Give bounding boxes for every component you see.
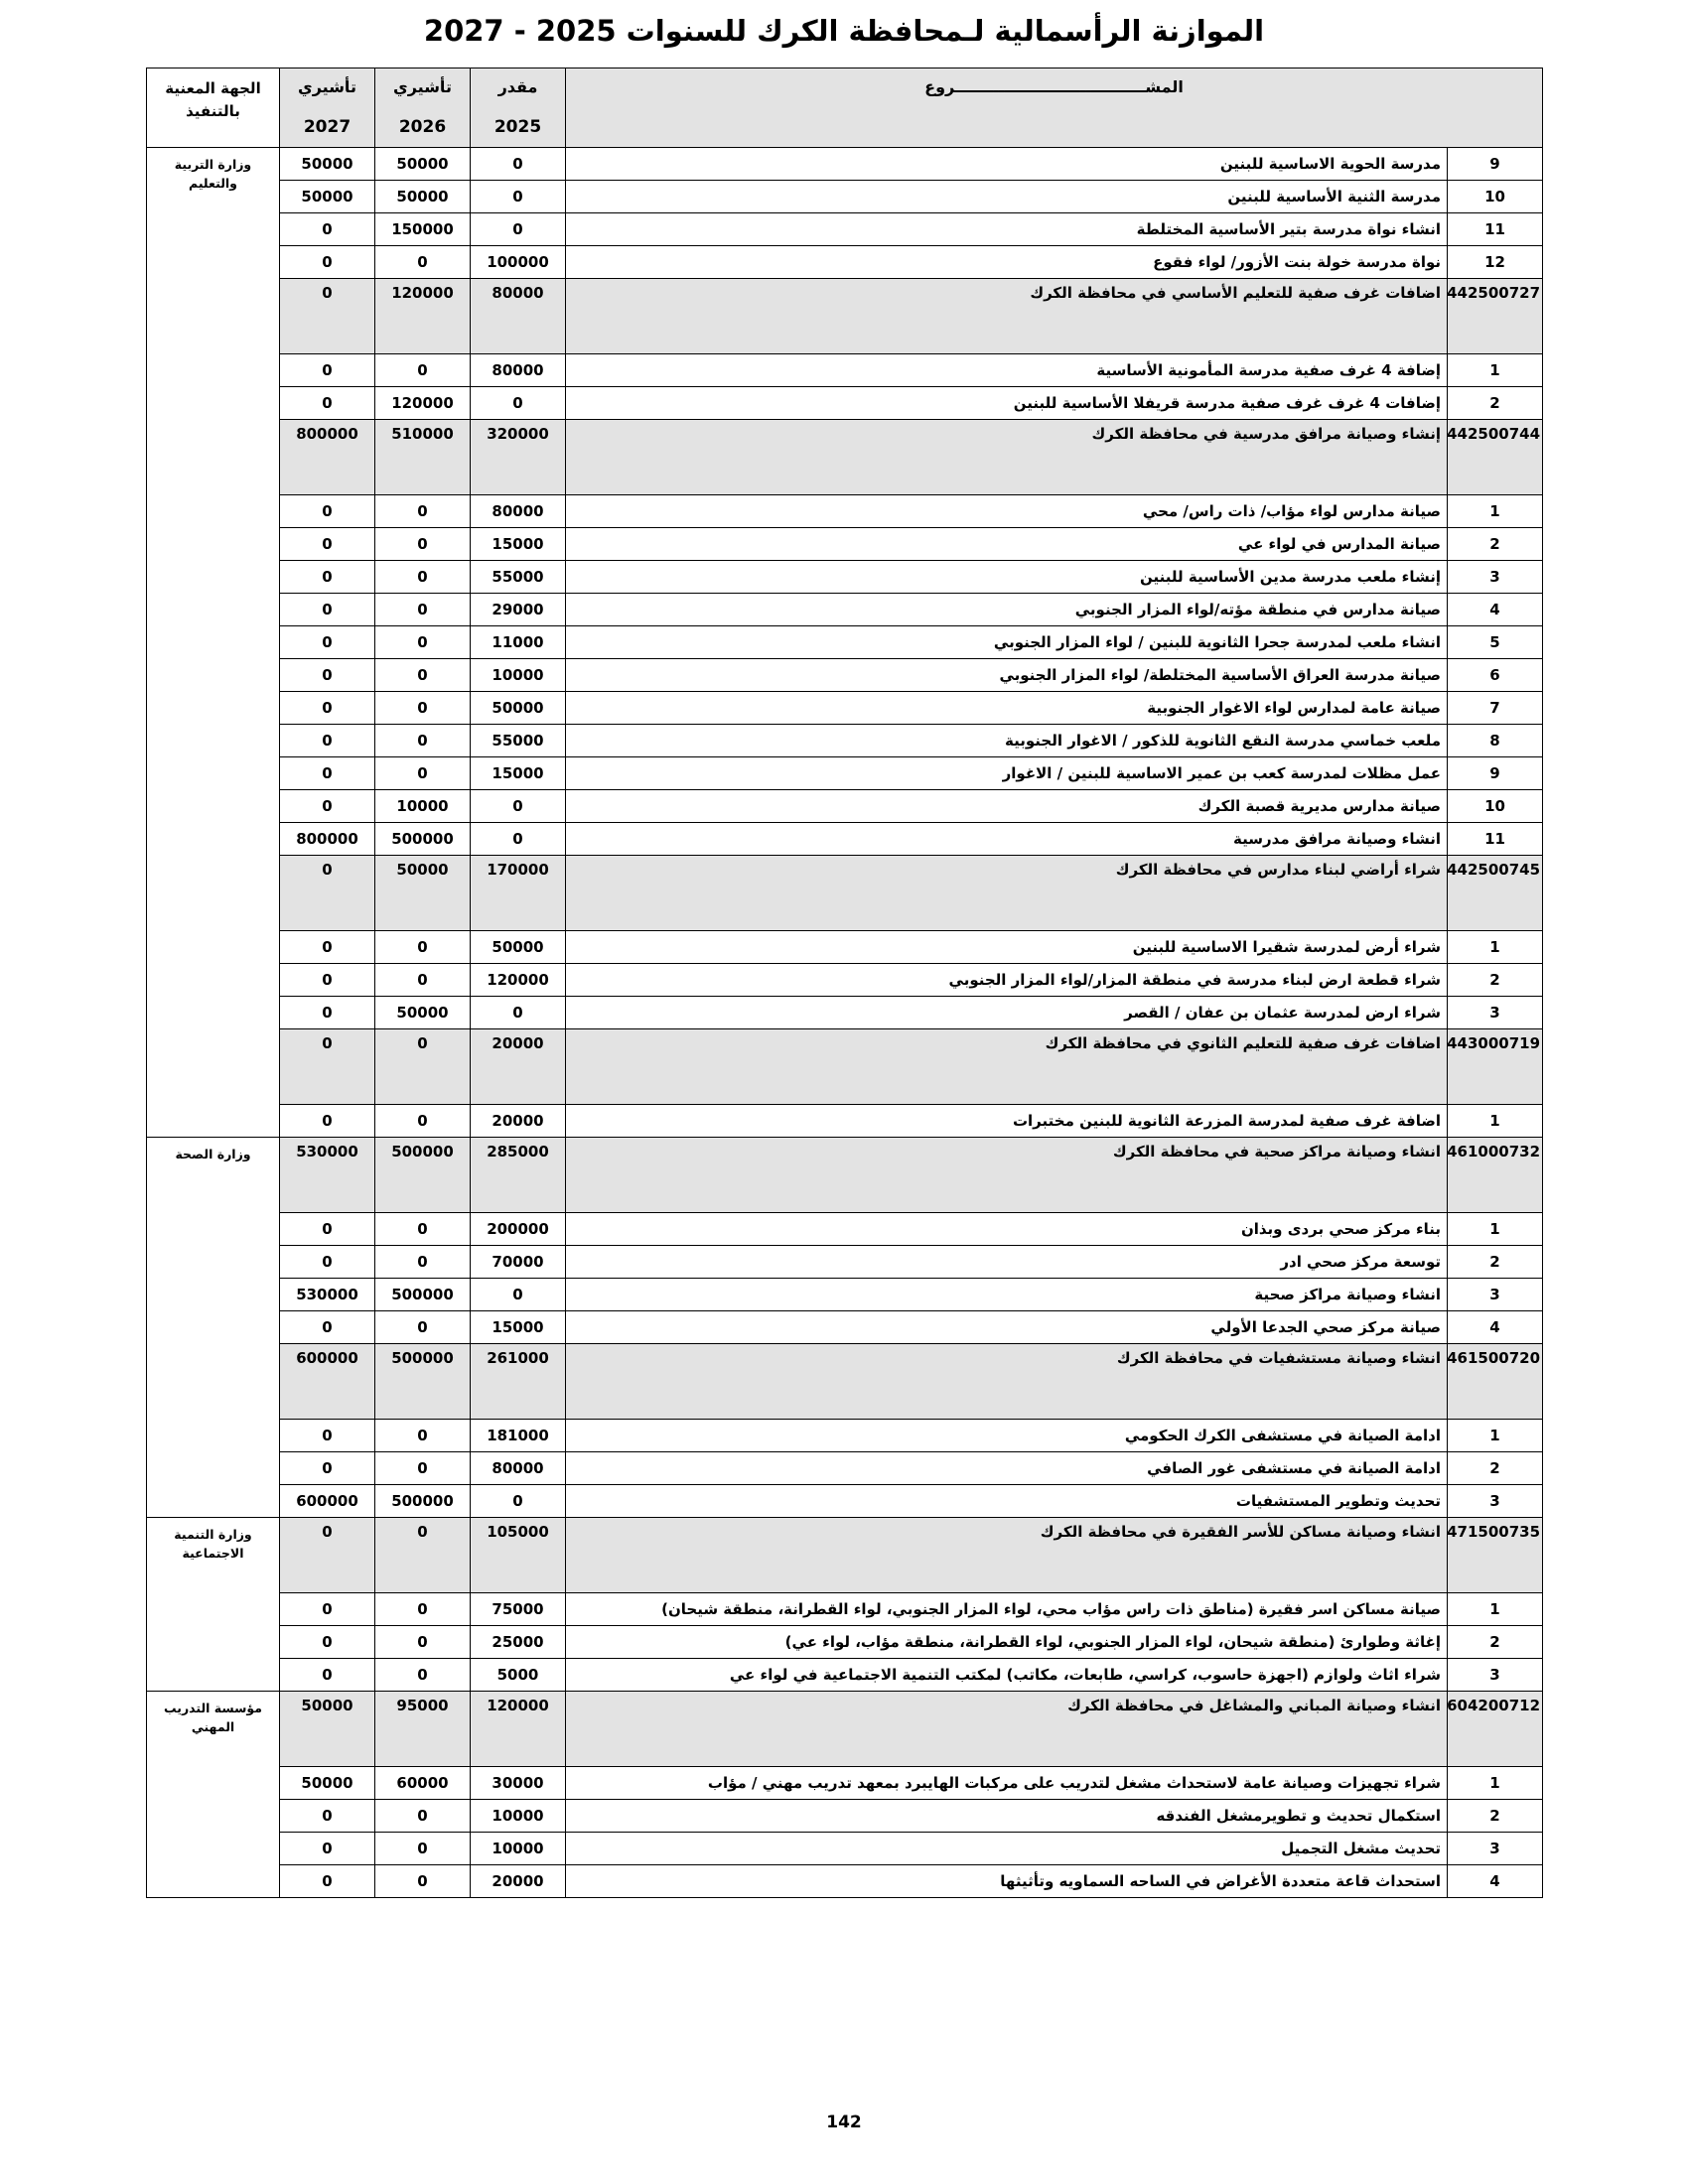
table-row — [147, 148, 1543, 181]
project-name-cell: عمل مظلات لمدرسة كعب بن عمير الاساسية للبنين / الاغوار — [566, 757, 1448, 790]
value-2025-cell: 50000 — [471, 692, 566, 725]
page-number: 142 — [826, 2113, 862, 2132]
value-2027-cell: 0 — [280, 931, 375, 964]
value-2027-cell: 800000 — [280, 420, 375, 495]
project-number-cell: 10 — [1448, 790, 1543, 823]
value-2025-cell: 20000 — [471, 1029, 566, 1105]
table-row — [147, 181, 1543, 213]
project-number-cell: 1 — [1448, 931, 1543, 964]
project-number-cell: 3 — [1448, 997, 1543, 1029]
value-2026-cell: 0 — [375, 1833, 471, 1865]
budget-table — [146, 68, 1543, 1898]
project-name-cell: تحديث مشغل التجميل — [566, 1833, 1448, 1865]
table-row — [147, 757, 1543, 790]
project-name-cell: اضافة غرف صفية لمدرسة المزرعة الثانوية للبنين مختبرات — [566, 1105, 1448, 1138]
value-2025-cell: 20000 — [471, 1865, 566, 1898]
value-2025-cell: 0 — [471, 148, 566, 181]
project-number-cell: 9 — [1448, 757, 1543, 790]
project-number-cell: 3 — [1448, 561, 1543, 594]
value-2025-cell: 105000 — [471, 1518, 566, 1593]
value-2027-cell: 0 — [280, 279, 375, 354]
value-2027-cell: 50000 — [280, 1767, 375, 1800]
value-2026-cell: 0 — [375, 528, 471, 561]
project-number-cell: 1 — [1448, 1593, 1543, 1626]
project-name-cell: بناء مركز صحي بردى وبذان — [566, 1213, 1448, 1246]
group-row — [147, 1344, 1543, 1420]
value-2025-cell: 25000 — [471, 1626, 566, 1659]
project-name-cell: انشاء نواة مدرسة بتير الأساسية المختلطة — [566, 213, 1448, 246]
value-2026-cell: 0 — [375, 354, 471, 387]
value-2026-cell: 0 — [375, 1518, 471, 1593]
value-2027-cell: 0 — [280, 757, 375, 790]
header-estimated-2025 — [471, 68, 566, 148]
project-name-cell: صيانة مركز صحي الجدعا الأولي — [566, 1311, 1448, 1344]
header-entity-line1: الجهة المعنية — [165, 79, 261, 97]
project-number-cell: 8 — [1448, 725, 1543, 757]
value-2026-cell: 120000 — [375, 387, 471, 420]
project-name-cell: مدرسة الثنية الأساسية للبنين — [566, 181, 1448, 213]
value-2027-cell: 0 — [280, 1800, 375, 1833]
value-2026-cell: 0 — [375, 495, 471, 528]
project-number-cell: 461500720 — [1448, 1344, 1543, 1420]
project-number-cell: 11 — [1448, 823, 1543, 856]
project-number-cell: 2 — [1448, 1452, 1543, 1485]
project-name-cell: اضافات غرف صفية للتعليم الثانوي في محافظة الكرك — [566, 1029, 1448, 1105]
value-2027-cell: 0 — [280, 1833, 375, 1865]
project-name-cell: استكمال تحديث و تطويرمشغل الفندقه — [566, 1800, 1448, 1833]
value-2025-cell: 55000 — [471, 725, 566, 757]
value-2025-cell: 15000 — [471, 1311, 566, 1344]
project-name-cell: انشاء وصيانة مراكز صحية في محافظة الكرك — [566, 1138, 1448, 1213]
value-2027-cell: 0 — [280, 1213, 375, 1246]
value-2027-cell: 600000 — [280, 1485, 375, 1518]
project-number-cell: 471500735 — [1448, 1518, 1543, 1593]
project-name-cell: استحداث قاعة متعددة الأغراض في الساحه السماويه وتأثيثها — [566, 1865, 1448, 1898]
table-row — [147, 1452, 1543, 1485]
value-2026-cell: 0 — [375, 692, 471, 725]
value-2027-cell: 0 — [280, 1311, 375, 1344]
table-row — [147, 1833, 1543, 1865]
group-row — [147, 1029, 1543, 1105]
value-2027-cell: 0 — [280, 1452, 375, 1485]
value-2026-cell: 0 — [375, 757, 471, 790]
value-2025-cell: 10000 — [471, 659, 566, 692]
table-row — [147, 997, 1543, 1029]
value-2025-cell: 0 — [471, 823, 566, 856]
project-name-cell: إضافة 4 غرف صفية مدرسة المأمونية الأساسية — [566, 354, 1448, 387]
value-2026-cell: 0 — [375, 1246, 471, 1279]
value-2025-cell: 0 — [471, 997, 566, 1029]
project-name-cell: انشاء وصيانة مرافق مدرسية — [566, 823, 1448, 856]
value-2025-cell: 20000 — [471, 1105, 566, 1138]
project-number-cell: 5 — [1448, 626, 1543, 659]
project-number-cell: 9 — [1448, 148, 1543, 181]
project-name-cell: انشاء وصيانة مستشفيات في محافظة الكرك — [566, 1344, 1448, 1420]
project-number-cell: 10 — [1448, 181, 1543, 213]
project-name-cell: شراء تجهيزات وصيانة عامة لاستحداث مشغل لتدريب على مركبات الهايبرد بمعهد تدريب مهني / مؤاب — [566, 1767, 1448, 1800]
project-number-cell: 4 — [1448, 1865, 1543, 1898]
project-name-cell: شراء اثاث ولوازم (اجهزة حاسوب، كراسي، طابعات، مكاتب) لمكتب التنمية الاجتماعية في لواء عي — [566, 1659, 1448, 1692]
project-number-cell: 3 — [1448, 1485, 1543, 1518]
value-2026-cell: 10000 — [375, 790, 471, 823]
value-2027-cell: 0 — [280, 626, 375, 659]
header-entity — [147, 68, 280, 148]
table-row — [147, 1246, 1543, 1279]
value-2025-cell: 285000 — [471, 1138, 566, 1213]
value-2027-cell: 0 — [280, 594, 375, 626]
value-2026-cell: 150000 — [375, 213, 471, 246]
project-name-cell: صيانة مدارس في منطقة مؤته/لواء المزار الجنوبي — [566, 594, 1448, 626]
table-row — [147, 1279, 1543, 1311]
group-row — [147, 1692, 1543, 1767]
value-2027-cell: 0 — [280, 790, 375, 823]
value-2025-cell: 200000 — [471, 1213, 566, 1246]
table-row — [147, 495, 1543, 528]
value-2026-cell: 0 — [375, 1800, 471, 1833]
project-name-cell: ملعب خماسي مدرسة النقع الثانوية للذكور / الاغوار الجنوبية — [566, 725, 1448, 757]
value-2025-cell: 80000 — [471, 354, 566, 387]
table-row — [147, 626, 1543, 659]
value-2027-cell: 0 — [280, 1518, 375, 1593]
project-number-cell: 2 — [1448, 1800, 1543, 1833]
project-number-cell: 6 — [1448, 659, 1543, 692]
project-name-cell: انشاء وصيانة المباني والمشاغل في محافظة الكرك — [566, 1692, 1448, 1767]
value-2026-cell: 50000 — [375, 148, 471, 181]
value-2026-cell: 0 — [375, 659, 471, 692]
project-number-cell: 1 — [1448, 1105, 1543, 1138]
value-2026-cell: 0 — [375, 246, 471, 279]
value-2027-cell: 0 — [280, 246, 375, 279]
value-2026-cell: 0 — [375, 1626, 471, 1659]
value-2026-cell: 0 — [375, 1311, 471, 1344]
project-number-cell: 3 — [1448, 1659, 1543, 1692]
value-2025-cell: 10000 — [471, 1833, 566, 1865]
value-2025-cell: 0 — [471, 1485, 566, 1518]
project-number-cell: 11 — [1448, 213, 1543, 246]
value-2027-cell: 0 — [280, 1029, 375, 1105]
header-indicative-2026 — [375, 68, 471, 148]
value-2026-cell: 500000 — [375, 1344, 471, 1420]
value-2027-cell: 530000 — [280, 1279, 375, 1311]
value-2027-cell: 600000 — [280, 1344, 375, 1420]
header-2027-label: تأشيري — [298, 77, 356, 96]
value-2027-cell: 50000 — [280, 181, 375, 213]
entity-cell: وزارة التربية والتعليم — [147, 148, 280, 1138]
value-2027-cell: 0 — [280, 856, 375, 931]
table-row — [147, 594, 1543, 626]
value-2025-cell: 181000 — [471, 1420, 566, 1452]
header-project-label: المشـــــــــــــــــــــــــــــــــــروع — [924, 77, 1184, 96]
value-2027-cell: 0 — [280, 692, 375, 725]
project-number-cell: 2 — [1448, 1246, 1543, 1279]
value-2027-cell: 800000 — [280, 823, 375, 856]
project-number-cell: 3 — [1448, 1279, 1543, 1311]
value-2026-cell: 0 — [375, 594, 471, 626]
table-row — [147, 1626, 1543, 1659]
value-2025-cell: 29000 — [471, 594, 566, 626]
project-name-cell: صيانة مدارس مديرية قصبة الكرك — [566, 790, 1448, 823]
table-row — [147, 1311, 1543, 1344]
project-name-cell: إغاثة وطوارئ (منطقة شيحان، لواء المزار الجنوبي، لواء القطرانة، منطقة مؤاب، لواء عي) — [566, 1626, 1448, 1659]
value-2025-cell: 0 — [471, 1279, 566, 1311]
value-2027-cell: 50000 — [280, 148, 375, 181]
table-row — [147, 1105, 1543, 1138]
project-name-cell: انشاء وصيانة مساكن للأسر الفقيرة في محافظة الكرك — [566, 1518, 1448, 1593]
project-name-cell: اضافات غرف صفية للتعليم الأساسي في محافظة الكرك — [566, 279, 1448, 354]
project-number-cell: 4 — [1448, 1311, 1543, 1344]
project-number-cell: 442500744 — [1448, 420, 1543, 495]
value-2026-cell: 0 — [375, 1420, 471, 1452]
project-number-cell: 1 — [1448, 495, 1543, 528]
project-name-cell: صيانة عامة لمدارس لواء الاغوار الجنوبية — [566, 692, 1448, 725]
table-row — [147, 528, 1543, 561]
project-number-cell: 442500727 — [1448, 279, 1543, 354]
header-2025-label: مقدر — [497, 77, 538, 96]
value-2025-cell: 80000 — [471, 495, 566, 528]
value-2026-cell: 120000 — [375, 279, 471, 354]
value-2027-cell: 0 — [280, 1105, 375, 1138]
value-2025-cell: 320000 — [471, 420, 566, 495]
value-2025-cell: 0 — [471, 181, 566, 213]
value-2026-cell: 0 — [375, 964, 471, 997]
value-2025-cell: 75000 — [471, 1593, 566, 1626]
value-2027-cell: 0 — [280, 997, 375, 1029]
table-header-row — [147, 68, 1543, 148]
project-name-cell: مدرسة الحوية الاساسية للبنين — [566, 148, 1448, 181]
value-2027-cell: 50000 — [280, 1692, 375, 1767]
value-2026-cell: 0 — [375, 1452, 471, 1485]
project-number-cell: 1 — [1448, 354, 1543, 387]
table-row — [147, 1659, 1543, 1692]
project-name-cell: نواة مدرسة خولة بنت الأزور/ لواء فقوع — [566, 246, 1448, 279]
header-2025-year: 2025 — [493, 117, 542, 137]
project-number-cell: 604200712 — [1448, 1692, 1543, 1767]
value-2025-cell: 15000 — [471, 757, 566, 790]
table-row — [147, 931, 1543, 964]
value-2027-cell: 0 — [280, 354, 375, 387]
value-2026-cell: 510000 — [375, 420, 471, 495]
table-row — [147, 964, 1543, 997]
value-2027-cell: 0 — [280, 213, 375, 246]
project-name-cell: صيانة مدارس لواء مؤاب/ ذات راس/ محي — [566, 495, 1448, 528]
project-name-cell: ادامة الصيانة في مستشفى الكرك الحكومي — [566, 1420, 1448, 1452]
project-name-cell: إضافات 4 غرف غرف صفية مدرسة قريفلا الأساسية للبنين — [566, 387, 1448, 420]
value-2027-cell: 0 — [280, 1865, 375, 1898]
project-number-cell: 4 — [1448, 594, 1543, 626]
project-number-cell: 443000719 — [1448, 1029, 1543, 1105]
project-name-cell: إنشاء ملعب مدرسة مدين الأساسية للبنين — [566, 561, 1448, 594]
table-row — [147, 387, 1543, 420]
value-2026-cell: 50000 — [375, 997, 471, 1029]
project-name-cell: صيانة المدارس في لواء عي — [566, 528, 1448, 561]
header-project — [566, 68, 1543, 148]
value-2027-cell: 0 — [280, 387, 375, 420]
header-2026-year: 2026 — [398, 117, 447, 137]
project-name-cell: انشاء وصيانة مراكز صحية — [566, 1279, 1448, 1311]
value-2026-cell: 50000 — [375, 856, 471, 931]
table-row — [147, 1420, 1543, 1452]
value-2027-cell: 0 — [280, 1593, 375, 1626]
value-2026-cell: 500000 — [375, 1138, 471, 1213]
value-2026-cell: 0 — [375, 931, 471, 964]
table-row — [147, 1800, 1543, 1833]
value-2027-cell: 0 — [280, 561, 375, 594]
value-2025-cell: 55000 — [471, 561, 566, 594]
value-2027-cell: 530000 — [280, 1138, 375, 1213]
value-2027-cell: 0 — [280, 725, 375, 757]
project-name-cell: شراء قطعة ارض لبناء مدرسة في منطقة المزار/لواء المزار الجنوبي — [566, 964, 1448, 997]
value-2025-cell: 15000 — [471, 528, 566, 561]
value-2026-cell: 0 — [375, 725, 471, 757]
group-row — [147, 856, 1543, 931]
value-2027-cell: 0 — [280, 659, 375, 692]
value-2025-cell: 80000 — [471, 1452, 566, 1485]
value-2027-cell: 0 — [280, 964, 375, 997]
value-2026-cell: 95000 — [375, 1692, 471, 1767]
table-row — [147, 790, 1543, 823]
value-2025-cell: 100000 — [471, 246, 566, 279]
document-title: الموازنة الرأسمالية لـمحافظة الكرك للسنوات 2025 - 2027 — [423, 14, 1265, 48]
value-2027-cell: 0 — [280, 528, 375, 561]
value-2025-cell: 0 — [471, 213, 566, 246]
project-number-cell: 461000732 — [1448, 1138, 1543, 1213]
value-2026-cell: 0 — [375, 1029, 471, 1105]
entity-cell: وزارة التنمية الاجتماعية — [147, 1518, 280, 1692]
entity-cell: مؤسسة التدريب المهني — [147, 1692, 280, 1898]
table-row — [147, 725, 1543, 757]
value-2025-cell: 5000 — [471, 1659, 566, 1692]
value-2027-cell: 0 — [280, 495, 375, 528]
value-2025-cell: 261000 — [471, 1344, 566, 1420]
project-name-cell: تحديث وتطوير المستشفيات — [566, 1485, 1448, 1518]
project-name-cell: صيانة مساكن اسر فقيرة (مناطق ذات راس مؤاب محي، لواء المزار الجنوبي، لواء القطرانة، منطقة شيحان) — [566, 1593, 1448, 1626]
table-row — [147, 659, 1543, 692]
project-number-cell: 2 — [1448, 528, 1543, 561]
project-name-cell: توسعة مركز صحي ادر — [566, 1246, 1448, 1279]
project-name-cell: ادامة الصيانة في مستشفى غور الصافي — [566, 1452, 1448, 1485]
group-row — [147, 279, 1543, 354]
table-row — [147, 823, 1543, 856]
value-2025-cell: 11000 — [471, 626, 566, 659]
value-2026-cell: 0 — [375, 561, 471, 594]
project-number-cell: 2 — [1448, 387, 1543, 420]
value-2026-cell: 500000 — [375, 1279, 471, 1311]
entity-cell: وزارة الصحة — [147, 1138, 280, 1518]
header-2026-label: تأشيري — [393, 77, 452, 96]
table-row — [147, 1767, 1543, 1800]
value-2026-cell: 0 — [375, 1213, 471, 1246]
value-2027-cell: 0 — [280, 1420, 375, 1452]
value-2025-cell: 0 — [471, 387, 566, 420]
value-2027-cell: 0 — [280, 1659, 375, 1692]
header-2027-year: 2027 — [303, 117, 352, 137]
value-2027-cell: 0 — [280, 1626, 375, 1659]
value-2027-cell: 0 — [280, 1246, 375, 1279]
project-number-cell: 1 — [1448, 1420, 1543, 1452]
table-row — [147, 246, 1543, 279]
project-number-cell: 442500745 — [1448, 856, 1543, 931]
project-number-cell: 7 — [1448, 692, 1543, 725]
value-2026-cell: 0 — [375, 1865, 471, 1898]
project-name-cell: شراء ارض لمدرسة عثمان بن عفان / القصر — [566, 997, 1448, 1029]
value-2026-cell: 0 — [375, 626, 471, 659]
project-name-cell: إنشاء وصيانة مرافق مدرسية في محافظة الكرك — [566, 420, 1448, 495]
value-2025-cell: 80000 — [471, 279, 566, 354]
project-number-cell: 3 — [1448, 1833, 1543, 1865]
table-row — [147, 354, 1543, 387]
project-name-cell: شراء أرض لمدرسة شقيرا الاساسية للبنين — [566, 931, 1448, 964]
value-2026-cell: 500000 — [375, 823, 471, 856]
table-row — [147, 561, 1543, 594]
group-row — [147, 1138, 1543, 1213]
value-2025-cell: 170000 — [471, 856, 566, 931]
value-2026-cell: 0 — [375, 1593, 471, 1626]
budget-table-wrapper — [146, 68, 1542, 1898]
table-row — [147, 1865, 1543, 1898]
value-2025-cell: 120000 — [471, 1692, 566, 1767]
project-number-cell: 1 — [1448, 1767, 1543, 1800]
header-indicative-2027 — [280, 68, 375, 148]
project-number-cell: 1 — [1448, 1213, 1543, 1246]
header-entity-line2: بالتنفيذ — [186, 101, 240, 120]
group-row — [147, 420, 1543, 495]
value-2025-cell: 50000 — [471, 931, 566, 964]
value-2026-cell: 50000 — [375, 181, 471, 213]
table-row — [147, 213, 1543, 246]
table-row — [147, 1485, 1543, 1518]
table-row — [147, 692, 1543, 725]
table-row — [147, 1213, 1543, 1246]
project-number-cell: 2 — [1448, 1626, 1543, 1659]
value-2025-cell: 120000 — [471, 964, 566, 997]
project-number-cell: 12 — [1448, 246, 1543, 279]
value-2026-cell: 500000 — [375, 1485, 471, 1518]
value-2026-cell: 0 — [375, 1659, 471, 1692]
value-2026-cell: 60000 — [375, 1767, 471, 1800]
value-2025-cell: 70000 — [471, 1246, 566, 1279]
project-name-cell: شراء أراضي لبناء مدارس في محافظة الكرك — [566, 856, 1448, 931]
project-name-cell: انشاء ملعب لمدرسة جحرا الثانوية للبنين / لواء المزار الجنوبي — [566, 626, 1448, 659]
value-2025-cell: 30000 — [471, 1767, 566, 1800]
project-number-cell: 2 — [1448, 964, 1543, 997]
value-2025-cell: 0 — [471, 790, 566, 823]
project-name-cell: صيانة مدرسة العراق الأساسية المختلطة/ لواء المزار الجنوبي — [566, 659, 1448, 692]
value-2026-cell: 0 — [375, 1105, 471, 1138]
table-row — [147, 1593, 1543, 1626]
value-2025-cell: 10000 — [471, 1800, 566, 1833]
group-row — [147, 1518, 1543, 1593]
